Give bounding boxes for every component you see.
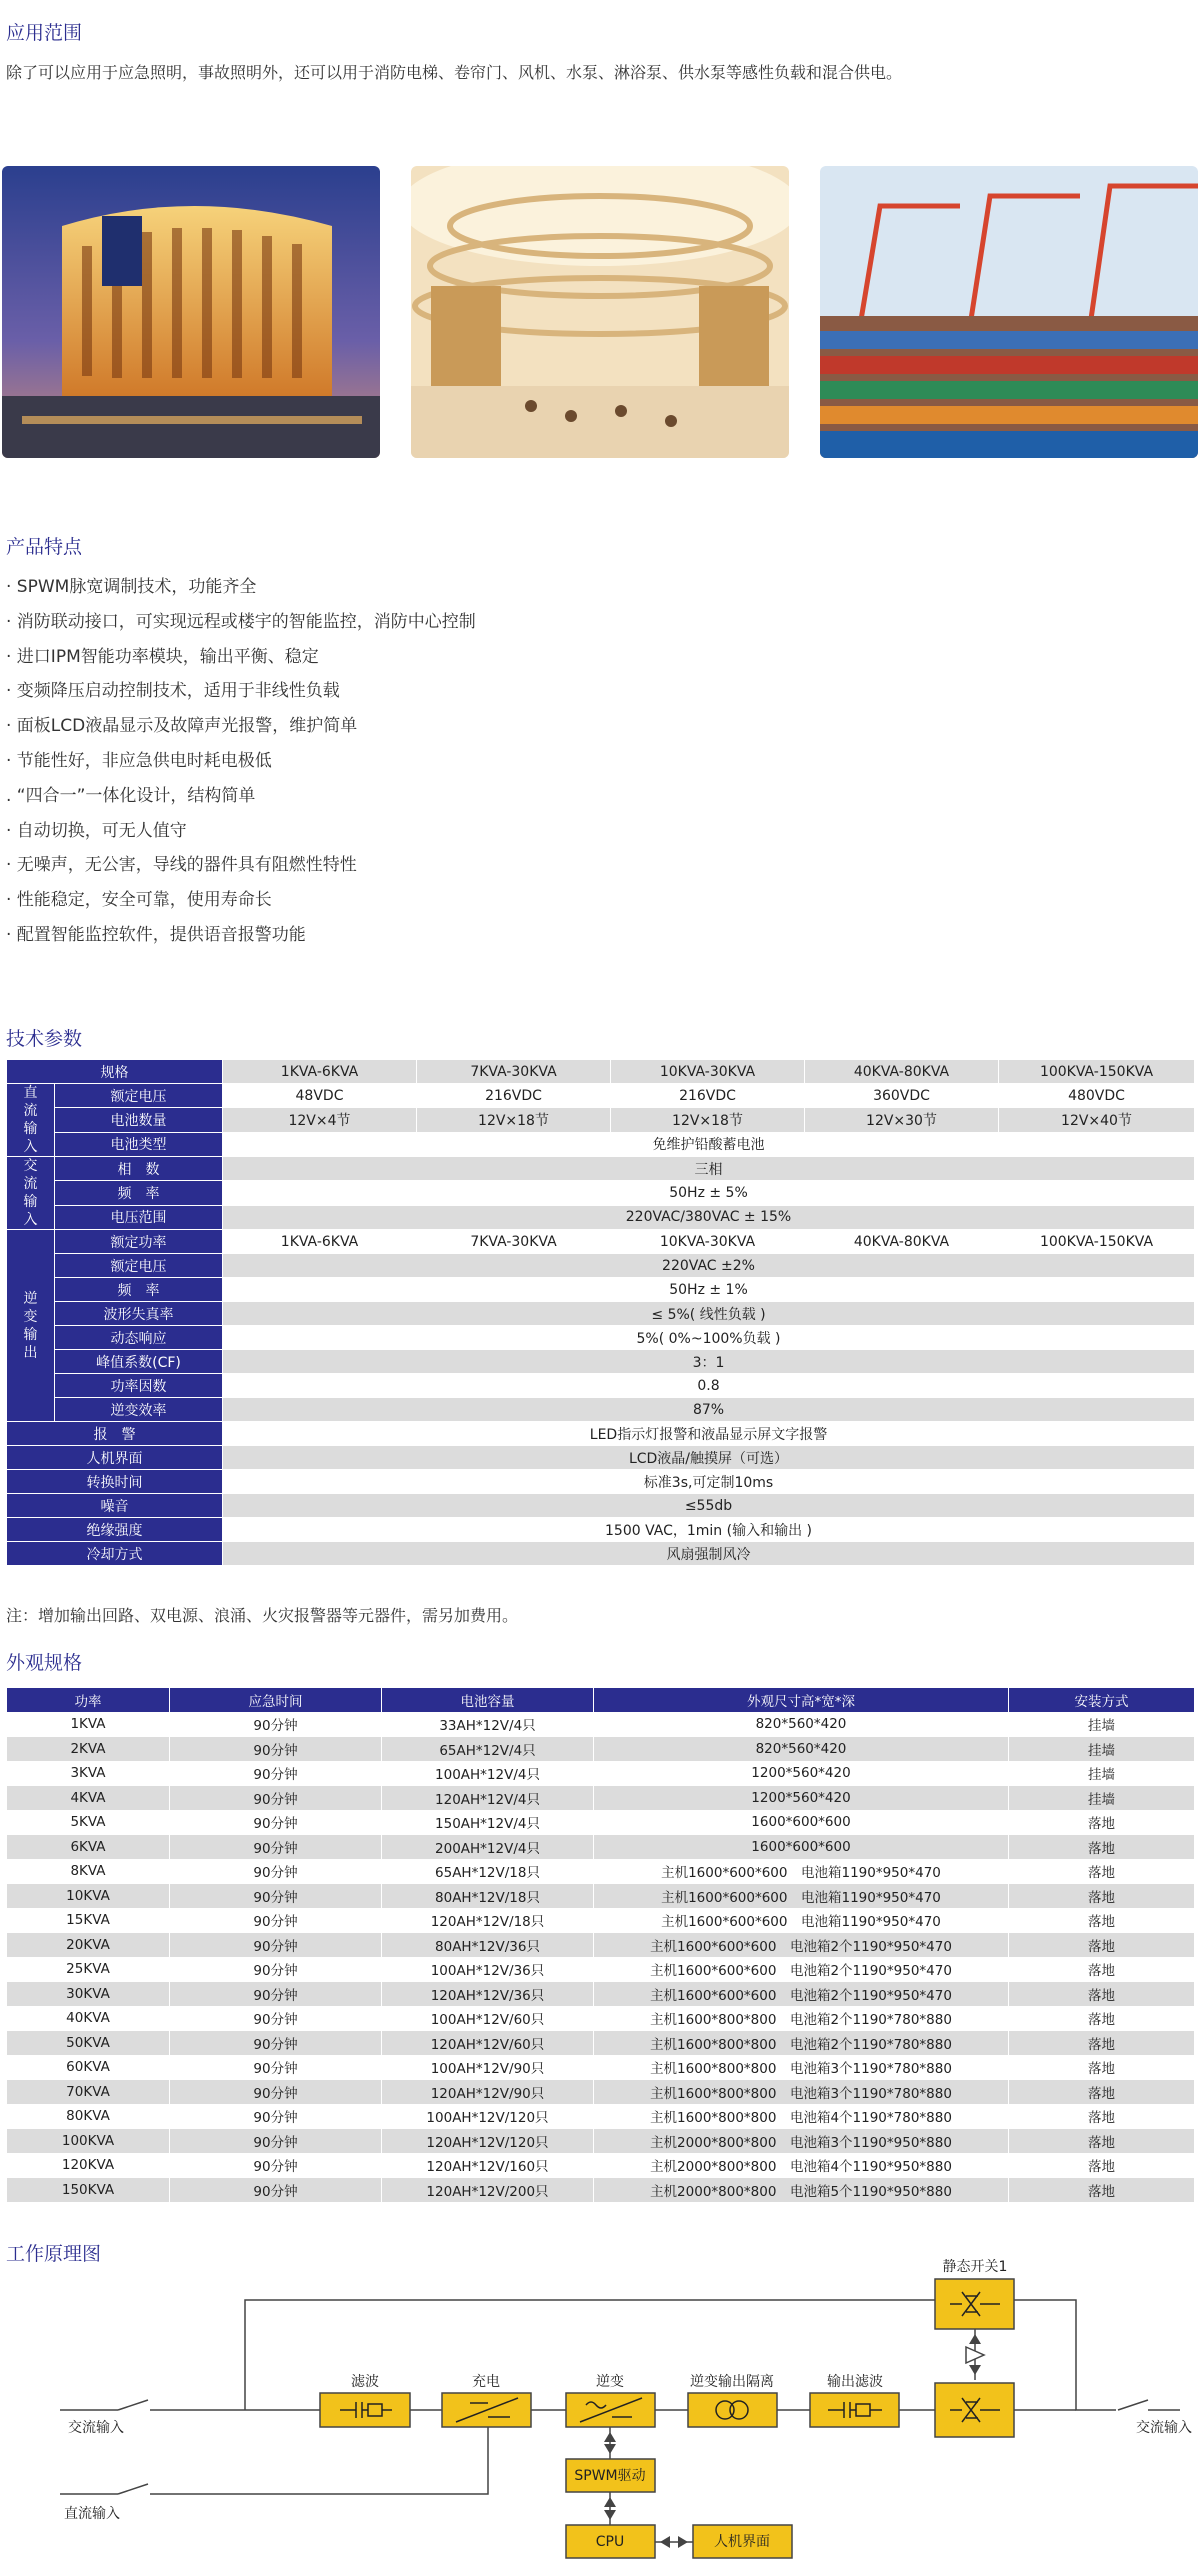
spec-row bbox=[7, 1810, 1195, 1835]
spec-cell: 60KVA bbox=[7, 2055, 170, 2080]
row-label: 冷却方式 bbox=[7, 1542, 223, 1566]
spec-cell: 120AH*12V/60只 bbox=[382, 2031, 594, 2056]
note-text: 注：增加输出回路、双电源、浪涌、火灾报警器等元器件，需另加费用。 bbox=[6, 1606, 519, 1625]
spec-cell: 100AH*12V/36只 bbox=[382, 1957, 594, 1982]
spec-cell: 30KVA bbox=[7, 1982, 170, 2007]
cell: ≤55db bbox=[223, 1494, 1195, 1518]
spec-cell: 主机1600*600*600 电池箱1190*950*470 bbox=[594, 1908, 1009, 1933]
static-switch-box bbox=[935, 2383, 1014, 2437]
spec-cell: 100AH*12V/120只 bbox=[382, 2104, 594, 2129]
spec-cell: 挂墙 bbox=[1009, 1737, 1195, 1762]
spec-cell: 落地 bbox=[1009, 2104, 1195, 2129]
output-filter-label: 输出滤波 bbox=[827, 2374, 883, 2390]
row-label: 报 警 bbox=[7, 1422, 223, 1446]
model-col: 7KVA-30KVA bbox=[417, 1060, 611, 1084]
cell: 480VDC bbox=[999, 1084, 1195, 1108]
cell: 免维护铅酸蓄电池 bbox=[223, 1132, 1195, 1156]
inverter-output-category: 逆变输出 bbox=[7, 1230, 55, 1422]
cell: 50Hz ± 5% bbox=[223, 1181, 1195, 1205]
cell: 216VDC bbox=[417, 1084, 611, 1108]
spec-cell: 2KVA bbox=[7, 1737, 170, 1762]
feature-list bbox=[6, 570, 476, 953]
spec-row bbox=[7, 2055, 1195, 2080]
spec-cell: 落地 bbox=[1009, 2055, 1195, 2080]
spec-cell: 挂墙 bbox=[1009, 1712, 1195, 1737]
row-label: 电池数量 bbox=[55, 1108, 223, 1132]
feature-item: · 无噪声，无公害，导线的器件具有阻燃性特性 bbox=[6, 855, 357, 876]
row-label: 额定电压 bbox=[55, 1084, 223, 1108]
spec-cell: 90分钟 bbox=[170, 2153, 382, 2178]
spec-cell: 90分钟 bbox=[170, 1810, 382, 1835]
spec-cell: 90分钟 bbox=[170, 1859, 382, 1884]
spec-cell: 100KVA bbox=[7, 2129, 170, 2154]
spec-cell: 120AH*12V/200只 bbox=[382, 2178, 594, 2203]
feature-item: · 自动切换，可无人值守 bbox=[6, 820, 187, 841]
feature-item: · 节能性好，非应急供电时耗电极低 bbox=[6, 750, 272, 771]
spec-cell: 25KVA bbox=[7, 1957, 170, 1982]
cell: 1KVA-6KVA bbox=[223, 1230, 417, 1254]
spec-cell: 落地 bbox=[1009, 1884, 1195, 1909]
spec-cell: 主机1600*600*600 电池箱1190*950*470 bbox=[594, 1859, 1009, 1884]
row-label: 相 数 bbox=[55, 1157, 223, 1181]
spec-row bbox=[7, 2153, 1195, 2178]
header-cell: 电池容量 bbox=[382, 1688, 594, 1713]
spec-cell: 120AH*12V/120只 bbox=[382, 2129, 594, 2154]
cell: 12V×4节 bbox=[223, 1108, 417, 1132]
appearance-spec-table bbox=[6, 1687, 1195, 2203]
dc-input-label: 直流输入 bbox=[64, 2506, 120, 2522]
cell: 7KVA-30KVA bbox=[417, 1230, 611, 1254]
spec-cell: 1KVA bbox=[7, 1712, 170, 1737]
spec-cell: 落地 bbox=[1009, 1810, 1195, 1835]
spec-cell: 120AH*12V/90只 bbox=[382, 2080, 594, 2105]
spec-cell: 90分钟 bbox=[170, 1737, 382, 1762]
row-label: 绝缘强度 bbox=[7, 1518, 223, 1542]
feature-item: · 进口IPM智能功率模块，输出平衡、稳定 bbox=[6, 646, 319, 667]
spec-cell: 1600*600*600 bbox=[594, 1835, 1009, 1860]
spec-cell: 90分钟 bbox=[170, 1908, 382, 1933]
cell: ≤ 5%( 线性负载 ) bbox=[223, 1302, 1195, 1326]
spec-row bbox=[7, 1761, 1195, 1786]
filter-label: 滤波 bbox=[351, 2374, 379, 2390]
spec-header: 规格 bbox=[7, 1060, 223, 1084]
row-label: 转换时间 bbox=[7, 1470, 223, 1494]
spec-cell: 主机2000*800*800 电池箱5个1190*950*880 bbox=[594, 2178, 1009, 2203]
model-col: 100KVA-150KVA bbox=[999, 1060, 1195, 1084]
spec-cell: 落地 bbox=[1009, 2178, 1195, 2203]
cell: 1500 VAC，1min (输入和输出 ) bbox=[223, 1518, 1195, 1542]
cell: 12V×40节 bbox=[999, 1108, 1195, 1132]
feature-item: · 面板LCD液晶显示及故障声光报警，维护简单 bbox=[6, 716, 358, 737]
row-label: 频 率 bbox=[55, 1181, 223, 1205]
cell: 三相 bbox=[223, 1157, 1195, 1181]
spec-cell: 主机1600*800*800 电池箱3个1190*780*880 bbox=[594, 2055, 1009, 2080]
spec-cell: 主机1600*800*800 电池箱3个1190*780*880 bbox=[594, 2080, 1009, 2105]
spec-cell: 120AH*12V/18只 bbox=[382, 1908, 594, 1933]
mall-photo bbox=[411, 166, 789, 458]
spec-cell: 8KVA bbox=[7, 1859, 170, 1884]
row-label: 人机界面 bbox=[7, 1446, 223, 1470]
feature-item: . “四合一”一体化设计，结构简单 bbox=[6, 785, 256, 806]
spec-row bbox=[7, 1957, 1195, 1982]
cell: 风扇强制风冷 bbox=[223, 1542, 1195, 1566]
spec-cell: 挂墙 bbox=[1009, 1761, 1195, 1786]
spec-cell: 10KVA bbox=[7, 1884, 170, 1909]
spec-cell: 90分钟 bbox=[170, 1835, 382, 1860]
dc-input-category: 直流输入 bbox=[7, 1084, 55, 1157]
cell: 0.8 bbox=[223, 1374, 1195, 1398]
spec-cell: 33AH*12V/4只 bbox=[382, 1712, 594, 1737]
header-cell: 应急时间 bbox=[170, 1688, 382, 1713]
header-cell: 功率 bbox=[7, 1688, 170, 1713]
ac-input-category: 交流输入 bbox=[7, 1157, 55, 1230]
spwm-label: SPWM驱动 bbox=[574, 2468, 646, 2484]
spec-cell: 90分钟 bbox=[170, 2178, 382, 2203]
row-label: 动态响应 bbox=[55, 1326, 223, 1350]
bypass-right-line bbox=[1014, 2300, 1116, 2410]
row-label: 电池类型 bbox=[55, 1132, 223, 1156]
spec-cell: 落地 bbox=[1009, 2031, 1195, 2056]
spec-cell: 820*560*420 bbox=[594, 1737, 1009, 1762]
ac-input-left-label: 交流输入 bbox=[68, 2420, 124, 2436]
static-switch-label: 静态开关1 bbox=[942, 2259, 1008, 2275]
feature-item: · SPWM脉宽调制技术，功能齐全 bbox=[6, 577, 257, 597]
cell: 220VAC/380VAC ± 15% bbox=[223, 1205, 1195, 1229]
port-photo bbox=[820, 166, 1198, 458]
row-label: 额定功率 bbox=[55, 1230, 223, 1254]
spec-cell: 50KVA bbox=[7, 2031, 170, 2056]
spec-cell: 90分钟 bbox=[170, 1884, 382, 1909]
spec-cell: 100AH*12V/90只 bbox=[382, 2055, 594, 2080]
cell: 12V×18节 bbox=[417, 1108, 611, 1132]
cpu-label: CPU bbox=[595, 2534, 625, 2550]
cell: 40KVA-80KVA bbox=[805, 1230, 999, 1254]
spec-cell: 90分钟 bbox=[170, 2080, 382, 2105]
row-label: 噪音 bbox=[7, 1494, 223, 1518]
feature-item: · 变频降压启动控制技术，适用于非线性负载 bbox=[6, 681, 340, 702]
spec-cell: 落地 bbox=[1009, 2129, 1195, 2154]
cell: LCD液晶/触摸屏（可选） bbox=[223, 1446, 1195, 1470]
model-col: 10KVA-30KVA bbox=[611, 1060, 805, 1084]
cell: 50Hz ± 1% bbox=[223, 1278, 1195, 1302]
spec-cell: 落地 bbox=[1009, 1982, 1195, 2007]
spec-cell: 15KVA bbox=[7, 1908, 170, 1933]
spec-row bbox=[7, 1908, 1195, 1933]
spec-cell: 120AH*12V/160只 bbox=[382, 2153, 594, 2178]
isolation-label: 逆变输出隔离 bbox=[690, 2374, 774, 2390]
tech-spec-table bbox=[6, 1059, 1195, 1566]
spec-cell: 落地 bbox=[1009, 1908, 1195, 1933]
spec-cell: 90分钟 bbox=[170, 1712, 382, 1737]
feature-item: · 性能稳定，安全可靠，使用寿命长 bbox=[6, 890, 272, 911]
model-col: 40KVA-80KVA bbox=[805, 1060, 999, 1084]
cell: LED指示灯报警和液晶显示屏文字报警 bbox=[223, 1422, 1195, 1446]
static-switch-1-box bbox=[935, 2279, 1014, 2329]
cell: 12V×18节 bbox=[611, 1108, 805, 1132]
spec-cell: 挂墙 bbox=[1009, 1786, 1195, 1811]
spec-cell: 90分钟 bbox=[170, 2031, 382, 2056]
cell: 220VAC ±2% bbox=[223, 1254, 1195, 1278]
spec-cell: 70KVA bbox=[7, 2080, 170, 2105]
row-label: 频 率 bbox=[55, 1278, 223, 1302]
hmi-label: 人机界面 bbox=[714, 2534, 770, 2550]
spec-cell: 90分钟 bbox=[170, 1982, 382, 2007]
feature-item: · 消防联动接口，可实现远程或楼宇的智能监控，消防中心控制 bbox=[6, 611, 476, 632]
spec-cell: 主机1600*600*600 电池箱2个1190*950*470 bbox=[594, 1982, 1009, 2007]
cell: 标准3s,可定制10ms bbox=[223, 1470, 1195, 1494]
cell: 100KVA-150KVA bbox=[999, 1230, 1195, 1254]
row-label: 逆变效率 bbox=[55, 1398, 223, 1422]
spec-cell: 80AH*12V/36只 bbox=[382, 1933, 594, 1958]
spec-cell: 90分钟 bbox=[170, 1761, 382, 1786]
spec-row bbox=[7, 1982, 1195, 2007]
cell: 48VDC bbox=[223, 1084, 417, 1108]
row-label: 功率因数 bbox=[55, 1374, 223, 1398]
section-title-features: 产品特点 bbox=[6, 536, 83, 558]
spec-cell: 主机2000*800*800 电池箱4个1190*950*880 bbox=[594, 2153, 1009, 2178]
spec-row bbox=[7, 1737, 1195, 1762]
hotel-photo bbox=[2, 166, 380, 458]
spec-cell: 落地 bbox=[1009, 2006, 1195, 2031]
spec-cell: 90分钟 bbox=[170, 2055, 382, 2080]
spec-row bbox=[7, 1712, 1195, 1737]
spec-cell: 落地 bbox=[1009, 2153, 1195, 2178]
spec-cell: 主机1600*800*800 电池箱2个1190*780*880 bbox=[594, 2031, 1009, 2056]
row-label: 额定电压 bbox=[55, 1254, 223, 1278]
header-cell: 安装方式 bbox=[1009, 1688, 1195, 1713]
cell: 216VDC bbox=[611, 1084, 805, 1108]
spec-cell: 80AH*12V/18只 bbox=[382, 1884, 594, 1909]
spec-cell: 20KVA bbox=[7, 1933, 170, 1958]
spec-cell: 40KVA bbox=[7, 2006, 170, 2031]
spec-cell: 150AH*12V/4只 bbox=[382, 1810, 594, 1835]
spec-cell: 100AH*12V/4只 bbox=[382, 1761, 594, 1786]
section-title-tech: 技术参数 bbox=[6, 1028, 83, 1050]
spec-cell: 120AH*12V/4只 bbox=[382, 1786, 594, 1811]
spec-row bbox=[7, 2104, 1195, 2129]
cell: 87% bbox=[223, 1398, 1195, 1422]
section-title-appearance: 外观规格 bbox=[6, 1652, 83, 1674]
spec-cell: 主机1600*600*600 电池箱2个1190*950*470 bbox=[594, 1957, 1009, 1982]
spec-cell: 65AH*12V/18只 bbox=[382, 1859, 594, 1884]
inverter-label: 逆变 bbox=[596, 2374, 624, 2390]
spec-cell: 90分钟 bbox=[170, 2129, 382, 2154]
spec-cell: 80KVA bbox=[7, 2104, 170, 2129]
spec-cell: 100AH*12V/60只 bbox=[382, 2006, 594, 2031]
spec-cell: 落地 bbox=[1009, 1957, 1195, 1982]
spec-cell: 4KVA bbox=[7, 1786, 170, 1811]
spec-cell: 落地 bbox=[1009, 1835, 1195, 1860]
spec-cell: 主机1600*800*800 电池箱4个1190*780*880 bbox=[594, 2104, 1009, 2129]
spec-cell: 5KVA bbox=[7, 1810, 170, 1835]
spec-cell: 3KVA bbox=[7, 1761, 170, 1786]
row-label: 峰值系数(CF) bbox=[55, 1350, 223, 1374]
section-title-principle: 工作原理图 bbox=[6, 2243, 102, 2265]
spec-cell: 90分钟 bbox=[170, 1786, 382, 1811]
row-label: 电压范围 bbox=[55, 1205, 223, 1229]
spec-cell: 65AH*12V/4只 bbox=[382, 1737, 594, 1762]
working-principle-diagram bbox=[0, 2250, 1200, 2566]
spec-row bbox=[7, 2031, 1195, 2056]
spec-cell: 主机1600*600*600 电池箱2个1190*950*470 bbox=[594, 1933, 1009, 1958]
spec-row bbox=[7, 2178, 1195, 2203]
cell: 12V×30节 bbox=[805, 1108, 999, 1132]
spec-cell: 120KVA bbox=[7, 2153, 170, 2178]
spec-cell: 200AH*12V/4只 bbox=[382, 1835, 594, 1860]
spec-row bbox=[7, 1835, 1195, 1860]
spec-cell: 820*560*420 bbox=[594, 1712, 1009, 1737]
header-cell: 外观尺寸高*宽*深 bbox=[594, 1688, 1009, 1713]
dc-line bbox=[150, 2427, 488, 2494]
spec-cell: 落地 bbox=[1009, 1933, 1195, 1958]
spec-cell: 主机1600*800*800 电池箱2个1190*780*880 bbox=[594, 2006, 1009, 2031]
spec-cell: 落地 bbox=[1009, 1859, 1195, 1884]
spec-cell: 1600*600*600 bbox=[594, 1810, 1009, 1835]
spec-cell: 落地 bbox=[1009, 2080, 1195, 2105]
model-col: 1KVA-6KVA bbox=[223, 1060, 417, 1084]
spec-cell: 主机1600*600*600 电池箱1190*950*470 bbox=[594, 1884, 1009, 1909]
spec-row bbox=[7, 2006, 1195, 2031]
spec-row bbox=[7, 1786, 1195, 1811]
spec-cell: 150KVA bbox=[7, 2178, 170, 2203]
cell: 10KVA-30KVA bbox=[611, 1230, 805, 1254]
cell: 3：1 bbox=[223, 1350, 1195, 1374]
spec-cell: 1200*560*420 bbox=[594, 1761, 1009, 1786]
spec-row bbox=[7, 2129, 1195, 2154]
cell: 360VDC bbox=[805, 1084, 999, 1108]
spec-cell: 6KVA bbox=[7, 1835, 170, 1860]
spec-cell: 主机2000*800*800 电池箱3个1190*950*880 bbox=[594, 2129, 1009, 2154]
spec-cell: 90分钟 bbox=[170, 1957, 382, 1982]
spec-row bbox=[7, 1884, 1195, 1909]
spec-cell: 120AH*12V/36只 bbox=[382, 1982, 594, 2007]
spec-row bbox=[7, 1859, 1195, 1884]
spec-row bbox=[7, 2080, 1195, 2105]
spec-row bbox=[7, 1933, 1195, 1958]
spec-cell: 90分钟 bbox=[170, 1933, 382, 1958]
spec-cell: 90分钟 bbox=[170, 2104, 382, 2129]
feature-item: · 配置智能监控软件，提供语音报警功能 bbox=[6, 924, 306, 945]
row-label: 波形失真率 bbox=[55, 1302, 223, 1326]
application-text: 除了可以应用于应急照明，事故照明外，还可以用于消防电梯、卷帘门、风机、水泵、淋浴泵、供水泵等感性负载和混合供电。 bbox=[6, 63, 903, 82]
cell: 5%( 0%~100%负载 ) bbox=[223, 1326, 1195, 1350]
spec-cell: 1200*560*420 bbox=[594, 1786, 1009, 1811]
charge-label: 充电 bbox=[472, 2374, 500, 2390]
isolation-box bbox=[688, 2393, 777, 2427]
ac-input-right-label: 交流输入 bbox=[1136, 2420, 1192, 2436]
spec-cell: 90分钟 bbox=[170, 2006, 382, 2031]
section-title-application: 应用范围 bbox=[6, 22, 83, 44]
